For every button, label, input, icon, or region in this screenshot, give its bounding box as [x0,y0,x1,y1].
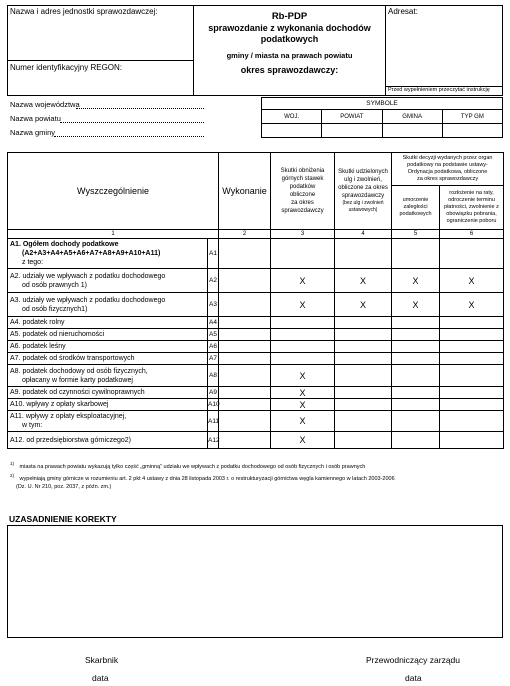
symbol-col-typ: TYP GM [442,110,502,124]
cell-c3[interactable] [271,353,335,365]
commune-field[interactable] [54,136,204,137]
footnote-2: $^{2)}$ wypełniają gminy górnicze w rozumieniu art. 2 pkt 4 ustawy z dnia 28 listopada 2003 r. o restrukturyzacji górnictwa węgla kamiennego w latach 2003-2006 [10,472,395,482]
table-row [8,341,504,353]
row-label: A2. udziały we wpływach z podatku dochodowego od osób prawnych 1) [8,269,208,293]
symbols-table [261,97,503,138]
table-row [8,269,504,293]
board-chair-label: Przewodniczący zarządu [366,655,461,665]
cell-c4: X [335,293,392,317]
symbol-powiat-input[interactable] [322,124,382,138]
execution-cell[interactable] [219,317,271,329]
cell-c5[interactable] [392,387,440,399]
row-label: A9. podatek od czynności cywilnoprawnych [8,387,208,399]
row-code: A7 [208,353,219,365]
correction-title: UZASADNIENIE KOREKTY [9,514,117,524]
cell-c6[interactable] [440,239,504,269]
date-right-label: data [405,673,422,683]
table-row [8,239,504,269]
cell-c4[interactable] [335,399,392,411]
col-header-3: Skutki obniżenia górnych stawek podatków obliczone za okres sprawozdawczy [271,153,335,230]
table-row [8,365,504,387]
cell-c4[interactable] [335,432,392,449]
cell-c3: X [271,432,335,449]
date-left-label: data [92,673,109,683]
cell-c6[interactable] [440,387,504,399]
row-label: A11. wpływy z opłaty eksploatacyjnej, w tym: [8,411,208,432]
row-code: A2 [208,269,219,293]
cell-c5[interactable] [392,317,440,329]
cell-c5[interactable] [392,329,440,341]
cell-c4: X [335,269,392,293]
row-label: A4. podatek rolny [8,317,208,329]
cell-c6: X [440,293,504,317]
treasurer-label: Skarbnik [85,655,119,665]
cell-c4[interactable] [335,317,392,329]
addressee-label: Adresat: [388,7,418,16]
execution-cell[interactable] [219,353,271,365]
county-label: Nazwa powiatu [10,114,61,123]
symbol-col-gmina: GMINA [382,110,442,124]
cell-c4[interactable] [335,239,392,269]
regon-label: Numer identyfikacyjny REGON: [10,63,123,72]
cell-c4[interactable] [335,341,392,353]
col-number-2: 2 [219,230,271,239]
table-row [8,411,504,432]
execution-cell[interactable] [219,239,271,269]
cell-c3: X [271,399,335,411]
row-code: A3 [208,293,219,317]
col-number-5: 5 [392,230,440,239]
col-number-4: 4 [335,230,392,239]
voivodeship-label: Nazwa województwa [10,100,80,109]
cell-c6[interactable] [440,399,504,411]
correction-textarea[interactable] [7,525,503,638]
cell-c3[interactable] [271,329,335,341]
col-header-execution: Wykonanie [219,153,271,230]
row-label: A10. wpływy z opłaty skarbowej [8,399,208,411]
table-row [8,353,504,365]
row-code: A9 [208,387,219,399]
symbol-gmina-input[interactable] [382,124,442,138]
cell-c3: X [271,269,335,293]
cell-c4[interactable] [335,411,392,432]
row-code: A8 [208,365,219,387]
form-code: Rb-PDP [271,11,308,22]
symbols-title: SYMBOLE [262,98,503,110]
cell-c5[interactable] [392,365,440,387]
cell-c6[interactable] [440,411,504,432]
cell-c5[interactable] [392,432,440,449]
cell-c5[interactable] [392,341,440,353]
voivodeship-field[interactable] [76,108,204,109]
row-code: A12 [208,432,219,449]
col-number-3: 3 [271,230,335,239]
fill-instruction: Przed wypełnieniem przeczytać instrukcję [388,87,490,93]
form-subtitle: gminy / miasta na prawach powiatu [226,51,353,60]
execution-cell[interactable] [219,365,271,387]
table-row [8,293,504,317]
row-label: A5. podatek od nieruchomości [8,329,208,341]
table-row [8,432,504,449]
unit-name-label: Nazwa i adres jednostki sprawozdawczej: [10,7,158,16]
cell-c3[interactable] [271,317,335,329]
symbol-woj-input[interactable] [262,124,322,138]
county-field[interactable] [60,122,204,123]
cell-c6: X [440,269,504,293]
footnote-1: $^{1)}$ miasta na prawach powiatu wykazują tylko część „gminną” udziału we wpływach z podatku dochodowego od osób fizycznych i osób prawnych [10,461,366,470]
cell-c6[interactable] [440,317,504,329]
cell-c4[interactable] [335,353,392,365]
execution-cell[interactable] [219,329,271,341]
footnotes [10,460,500,491]
row-label: A7. podatek od środków transportowych [8,353,208,365]
form-title-block [194,11,385,76]
cell-c6[interactable] [440,432,504,449]
cell-c3: X [271,365,335,387]
cell-c6[interactable] [440,365,504,387]
cell-c4[interactable] [335,365,392,387]
row-label: A3. udziały we wpływach z podatku dochodowego od osób fizycznych1) [8,293,208,317]
row-code: A5 [208,329,219,341]
main-table [7,152,504,449]
col-header-4: Skutki udzielonych ulg i zwolnień, obliczone za okres sprawozdawczy (bez ulg i zwolnień ustawowych) [335,153,392,230]
col-number-1: 1 [8,230,219,239]
execution-cell[interactable] [219,293,271,317]
row-label: A6. podatek leśny [8,341,208,353]
cell-c5[interactable] [392,399,440,411]
cell-c3: X [271,387,335,399]
execution-cell[interactable] [219,341,271,353]
symbol-typ-input[interactable] [442,124,502,138]
execution-cell[interactable] [219,399,271,411]
cell-c3: X [271,293,335,317]
cell-c5: X [392,293,440,317]
row-code: A11 [208,411,219,432]
cell-c5[interactable] [392,353,440,365]
commune-label: Nazwa gminy [10,128,56,137]
cell-c6[interactable] [440,353,504,365]
col-header-5: umorzenie zaległości podatkowych [392,186,440,230]
form-title-line2: podatkowych [260,34,319,44]
col-header-6: rozłożenie na raty, odroczenie terminu płatności, zwolnienie z obowiązku pobrania, ograniczenie poboru [440,186,504,230]
row-code: A6 [208,341,219,353]
period-label: okres sprawozdawczy: [240,65,339,75]
symbol-col-woj: WOJ. [262,110,322,124]
row-code: A1 [208,239,219,269]
cell-c6[interactable] [440,341,504,353]
cell-c5[interactable] [392,239,440,269]
cell-c5[interactable] [392,411,440,432]
row-label: A12. od przedsiębiorstwa górniczego2) [8,432,208,449]
footnote-2-cont: (Dz. U. Nr 210, poz. 2037, z późn. zm.) [16,483,112,490]
execution-cell[interactable] [219,432,271,449]
cell-c6[interactable] [440,329,504,341]
form-title-line1: sprawozdanie z wykonania dochodów [208,23,371,33]
cell-c4[interactable] [335,329,392,341]
execution-cell[interactable] [219,269,271,293]
table-row [8,399,504,411]
row-label: A1. Ogółem dochody podatkowe (A2+A3+A4+A5+A6+A7+A8+A9+A10+A11) z tego: [8,239,208,269]
cell-c3[interactable] [271,341,335,353]
header-regon-divider [7,60,193,61]
execution-cell[interactable] [219,387,271,399]
col-header-item: Wyszczególnienie [8,153,219,230]
cell-c3[interactable] [271,239,335,269]
row-code: A4 [208,317,219,329]
row-code: A10 [208,399,219,411]
table-row [8,387,504,399]
cell-c5: X [392,269,440,293]
header-divider-right [385,5,386,96]
table-row [8,329,504,341]
col-header-decisions-group: Skutki decyzji wydanych przez organ podatkowy na podstawie ustawy- Ordynacja podatkowa, obliczone za okres sprawozdawczy [392,153,504,186]
cell-c3: X [271,411,335,432]
cell-c4[interactable] [335,387,392,399]
symbol-col-powiat: POWIAT [322,110,382,124]
execution-cell[interactable] [219,411,271,432]
col-number-6: 6 [440,230,504,239]
table-body [8,239,504,449]
row-label: A8. podatek dochodowy od osób fizycznych, opłacany w formie karty podatkowej [8,365,208,387]
table-row [8,317,504,329]
